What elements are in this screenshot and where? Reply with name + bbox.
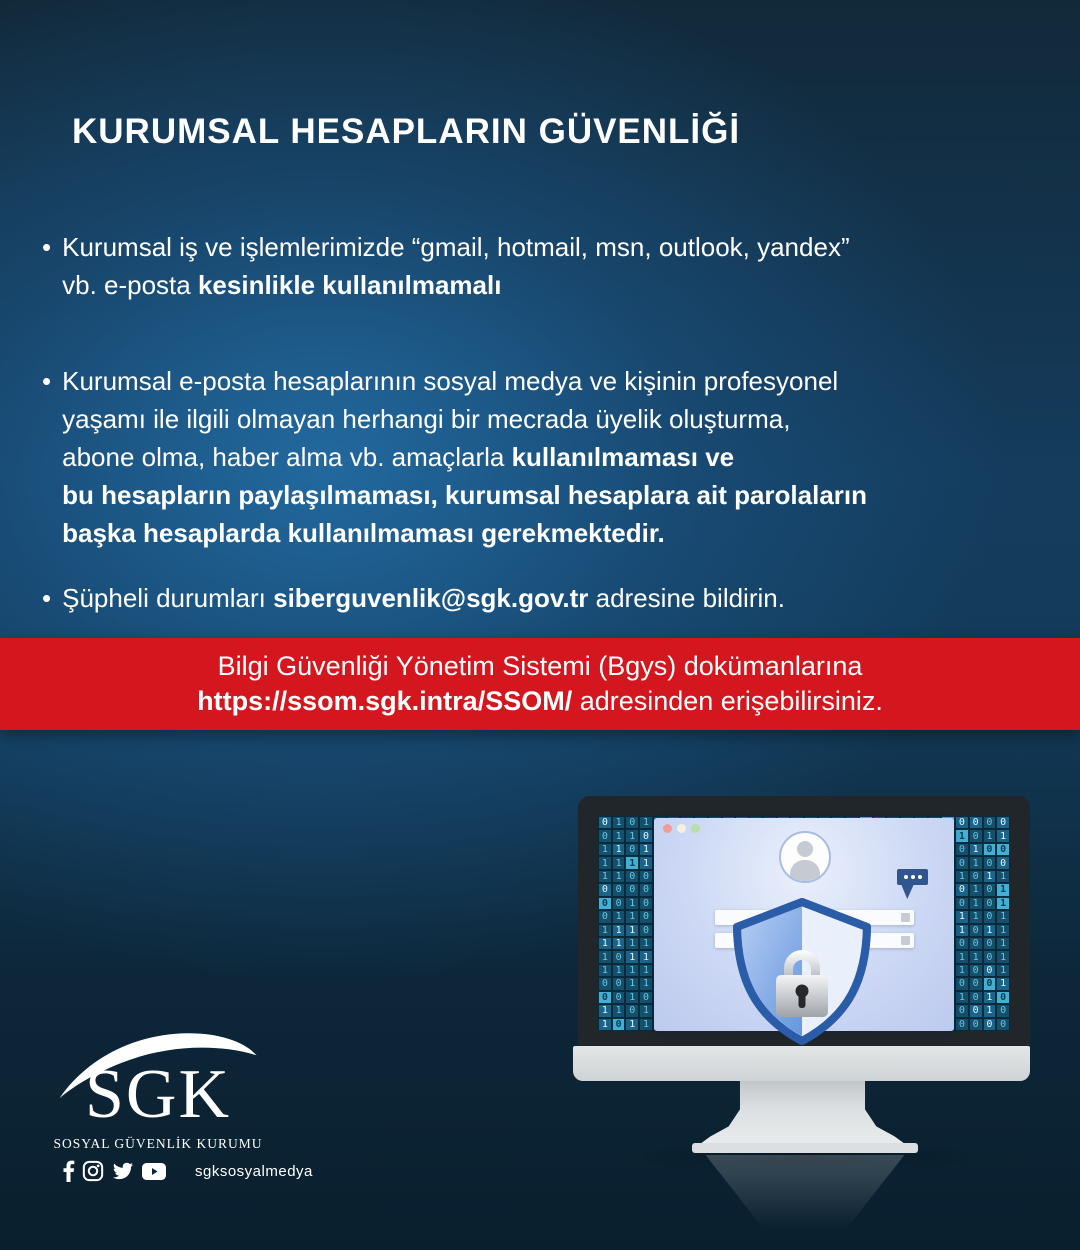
binary-cell: 1 — [996, 937, 1010, 950]
binary-cell: 1 — [969, 910, 983, 923]
text-line: https://ssom.sgk.intra/SSOM/ adresinden erişebilirsiniz. — [197, 686, 883, 716]
binary-cell: 0 — [955, 897, 969, 910]
binary-cell: 1 — [639, 843, 653, 856]
binary-cell: 0 — [612, 883, 626, 896]
binary-cell: 0 — [969, 937, 983, 950]
binary-cell: 1 — [639, 964, 653, 977]
binary-cell: 0 — [955, 816, 969, 829]
binary-cell: 0 — [983, 977, 997, 990]
binary-cell: 1 — [996, 897, 1010, 910]
binary-cell: 0 — [639, 870, 653, 883]
text-line: abone olma, haber alma vb. amaçlarla kullanılmaması ve — [62, 442, 735, 472]
binary-cell: 0 — [983, 910, 997, 923]
binary-cell: 1 — [612, 856, 626, 869]
binary-cell: 1 — [955, 829, 969, 842]
binary-cell: 0 — [955, 977, 969, 990]
shield-lock-icon — [727, 895, 877, 1045]
binary-cell: 1 — [612, 816, 626, 829]
binary-cell: 1 — [639, 816, 653, 829]
page-title: KURUMSAL HESAPLARIN GÜVENLİĞİ — [72, 112, 741, 151]
binary-cell: 1 — [955, 991, 969, 1004]
binary-cell: 1 — [996, 924, 1010, 937]
binary-cell: 1 — [996, 883, 1010, 896]
binary-cell: 1 — [969, 950, 983, 963]
twitter-icon — [111, 1160, 135, 1182]
field-icon — [901, 936, 910, 945]
binary-cell: 0 — [612, 991, 626, 1004]
binary-cell: 1 — [969, 897, 983, 910]
binary-cell: 1 — [639, 977, 653, 990]
monitor-stand-reflection — [692, 1155, 918, 1247]
binary-cell: 0 — [639, 924, 653, 937]
text-line: bu hesapların paylaşılmaması, kurumsal hesaplara ait parolaların — [62, 480, 868, 510]
binary-cell: 0 — [598, 829, 612, 842]
binary-cell: 1 — [612, 843, 626, 856]
binary-cell: 1 — [598, 950, 612, 963]
monitor-base — [692, 1143, 918, 1153]
binary-cell: 0 — [969, 964, 983, 977]
binary-cell: 1 — [996, 964, 1010, 977]
binary-cell: 1 — [598, 924, 612, 937]
social-media-row — [62, 1160, 313, 1182]
facebook-icon — [62, 1160, 75, 1182]
bullet-item — [42, 228, 1042, 304]
binary-cell: 1 — [639, 937, 653, 950]
binary-cell: 0 — [639, 991, 653, 1004]
text-line: Kurumsal e-posta hesaplarının sosyal medya ve kişinin profesyonel — [62, 366, 839, 396]
avatar-head — [797, 841, 813, 857]
bullet-marker: • — [42, 366, 52, 396]
binary-cell: 0 — [612, 1018, 626, 1031]
binary-cell: 0 — [625, 816, 639, 829]
binary-cell: 1 — [598, 856, 612, 869]
binary-cell: 0 — [598, 991, 612, 1004]
text-line: başka hesaplarda kullanılmaması gerekmektedir. — [62, 518, 665, 548]
bgys-banner-text — [0, 649, 1080, 719]
binary-cell: 1 — [983, 870, 997, 883]
binary-cell: 1 — [625, 937, 639, 950]
bullet-text-account-usage — [62, 362, 867, 552]
bullet-item — [42, 362, 1042, 552]
binary-cell: 0 — [969, 829, 983, 842]
binary-cell: 1 — [955, 950, 969, 963]
binary-cell: 0 — [996, 991, 1010, 1004]
binary-cell: 1 — [625, 1018, 639, 1031]
binary-cell: 1 — [955, 924, 969, 937]
binary-cell: 1 — [996, 950, 1010, 963]
binary-cell: 1 — [996, 829, 1010, 842]
binary-cell: 0 — [955, 937, 969, 950]
binary-cell: 1 — [996, 910, 1010, 923]
binary-cell: 0 — [955, 1004, 969, 1017]
binary-cell: 0 — [955, 856, 969, 869]
binary-cell: 0 — [983, 816, 997, 829]
binary-cell: 1 — [625, 897, 639, 910]
binary-cell: 0 — [996, 856, 1010, 869]
binary-cell: 1 — [969, 843, 983, 856]
bullet-item — [42, 579, 1042, 617]
binary-cell: 0 — [969, 816, 983, 829]
binary-cell: 0 — [983, 897, 997, 910]
binary-cell: 1 — [598, 1004, 612, 1017]
user-avatar-icon — [779, 831, 831, 883]
binary-cell: 0 — [969, 1018, 983, 1031]
binary-cell: 0 — [625, 883, 639, 896]
binary-cell: 1 — [625, 977, 639, 990]
instagram-icon — [82, 1160, 104, 1182]
binary-cell: 1 — [625, 829, 639, 842]
binary-cell: 1 — [955, 870, 969, 883]
binary-cell: 0 — [625, 870, 639, 883]
chat-bubble-icon — [897, 869, 928, 885]
monitor-stand — [700, 1081, 905, 1144]
binary-cell: 0 — [983, 883, 997, 896]
binary-cell: 0 — [955, 1018, 969, 1031]
sgk-logo — [52, 1028, 264, 1152]
text-line: yaşamı ile ilgili olmayan herhangi bir mecrada üyelik oluşturma, — [62, 404, 791, 434]
binary-cell: 1 — [996, 977, 1010, 990]
binary-cell: 0 — [639, 829, 653, 842]
binary-cell: 0 — [983, 964, 997, 977]
binary-cell: 1 — [639, 1018, 653, 1031]
minimize-window-icon — [677, 824, 686, 833]
bgys-banner — [0, 638, 1080, 730]
bullet-marker: • — [42, 583, 52, 613]
binary-cell: 0 — [625, 843, 639, 856]
binary-cell: 1 — [983, 1004, 997, 1017]
avatar-body — [790, 860, 820, 883]
monitor-chin — [573, 1046, 1030, 1081]
binary-cell: 0 — [598, 897, 612, 910]
close-window-icon — [663, 824, 672, 833]
binary-cell: 0 — [612, 950, 626, 963]
binary-cell: 1 — [625, 856, 639, 869]
binary-cell: 0 — [996, 1018, 1010, 1031]
binary-cell: 1 — [639, 1004, 653, 1017]
binary-cell: 0 — [612, 897, 626, 910]
binary-cell: 1 — [612, 829, 626, 842]
sgk-logo-text: SGK — [84, 1056, 232, 1133]
binary-cell: 1 — [625, 910, 639, 923]
binary-cell: 1 — [612, 924, 626, 937]
binary-cell: 1 — [639, 856, 653, 869]
binary-cell: 1 — [996, 870, 1010, 883]
binary-cell: 0 — [625, 1004, 639, 1017]
binary-cell: 0 — [996, 1004, 1010, 1017]
binary-cell: 1 — [612, 910, 626, 923]
binary-cell: 1 — [625, 964, 639, 977]
binary-cell: 0 — [639, 910, 653, 923]
binary-cell: 0 — [983, 937, 997, 950]
binary-cell: 1 — [625, 991, 639, 1004]
binary-cell: 0 — [639, 883, 653, 896]
binary-cell: 0 — [969, 991, 983, 1004]
binary-cell: 1 — [983, 991, 997, 1004]
binary-cell: 1 — [983, 924, 997, 937]
binary-cell: 0 — [598, 910, 612, 923]
binary-cell: 0 — [598, 816, 612, 829]
binary-cell: 0 — [969, 977, 983, 990]
binary-cell: 1 — [955, 964, 969, 977]
binary-cell: 1 — [598, 1018, 612, 1031]
bullet-text-email-services — [62, 228, 850, 304]
binary-cell: 1 — [598, 843, 612, 856]
binary-cell: 1 — [612, 937, 626, 950]
bullet-text-report-suspicious — [62, 579, 785, 617]
binary-cell: 0 — [983, 1018, 997, 1031]
binary-cell: 1 — [612, 964, 626, 977]
text-line: Kurumsal iş ve işlemlerimizde “gmail, hotmail, msn, outlook, yandex” — [62, 232, 850, 262]
binary-cell: 0 — [598, 883, 612, 896]
binary-cell: 0 — [983, 950, 997, 963]
binary-cell: 0 — [969, 924, 983, 937]
binary-cell: 0 — [983, 843, 997, 856]
text-line: vb. e-posta kesinlikle kullanılmamalı — [62, 270, 502, 300]
maximize-window-icon — [691, 824, 700, 833]
binary-cell: 1 — [983, 829, 997, 842]
youtube-icon — [142, 1163, 166, 1180]
binary-cell: 0 — [598, 977, 612, 990]
binary-cell: 1 — [639, 950, 653, 963]
social-handle: sgksosyalmedya — [195, 1162, 313, 1180]
binary-cell: 1 — [612, 1004, 626, 1017]
binary-cell: 1 — [969, 883, 983, 896]
field-icon — [901, 913, 910, 922]
binary-cell: 1 — [625, 924, 639, 937]
binary-cell: 0 — [969, 1004, 983, 1017]
binary-cell: 1 — [955, 910, 969, 923]
binary-cell: 0 — [969, 870, 983, 883]
text-line: Şüpheli durumları siberguvenlik@sgk.gov.tr adresine bildirin. — [62, 583, 785, 613]
text-line: Bilgi Güvenliği Yönetim Sistemi (Bgys) dokümanlarına — [217, 651, 863, 681]
binary-cell: 0 — [955, 883, 969, 896]
binary-cell: 0 — [639, 897, 653, 910]
binary-cell: 1 — [625, 950, 639, 963]
binary-cell: 1 — [598, 870, 612, 883]
bullet-marker: • — [42, 232, 52, 262]
binary-cell: 0 — [996, 843, 1010, 856]
binary-cell: 1 — [598, 937, 612, 950]
binary-cell: 0 — [612, 977, 626, 990]
binary-cell: 1 — [598, 964, 612, 977]
binary-cell: 0 — [983, 856, 997, 869]
binary-cell: 0 — [996, 816, 1010, 829]
binary-cell: 0 — [955, 843, 969, 856]
window-controls — [663, 824, 700, 833]
binary-cell: 1 — [612, 870, 626, 883]
sgk-logo-subtitle: SOSYAL GÜVENLİK KURUMU — [53, 1136, 263, 1151]
binary-cell: 1 — [969, 856, 983, 869]
